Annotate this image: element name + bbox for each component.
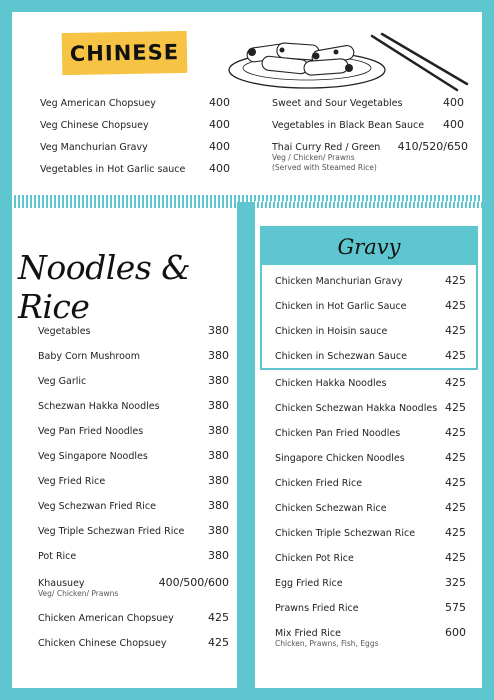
menu-item-name: Pot Rice [38, 551, 77, 562]
menu-item-description: Veg / Chicken/ Prawns [272, 153, 355, 163]
menu-item-name: Chicken Pan Fried Noodles [275, 428, 401, 439]
menu-item [275, 603, 359, 614]
menu-item-price: 400 [443, 96, 464, 109]
menu-item [275, 503, 387, 514]
menu-item-price: 380 [208, 374, 229, 387]
menu-item: Veg Chinese Chopsuey [40, 120, 149, 131]
menu-item [275, 453, 405, 464]
menu-item-name: Chicken Fried Rice [275, 478, 363, 489]
menu-item-name: Chicken Schezwan Rice [275, 503, 387, 514]
menu-item-price: 425 [445, 349, 466, 362]
menu-item-description: Chicken, Prawns, Fish, Eggs [275, 639, 379, 649]
chopsticks-icon [372, 34, 467, 90]
menu-item [275, 628, 379, 649]
menu-item-name: Khausuey [38, 578, 85, 589]
menu-item-name: Singapore Chicken Noodles [275, 453, 405, 464]
menu-item-price: 380 [208, 324, 229, 337]
menu-item-name: Chicken Triple Schezwan Rice [275, 528, 416, 539]
menu-item-price: 425 [445, 376, 466, 389]
chinese-title: CHINESE [62, 31, 188, 75]
menu-item: Vegetables in Hot Garlic sauce [40, 164, 186, 175]
menu-item [38, 326, 91, 337]
menu-item-name: Veg Garlic [38, 376, 87, 387]
menu-item [38, 638, 166, 649]
menu-item-price: 380 [208, 449, 229, 462]
menu-item [272, 142, 380, 172]
menu-item-price: 425 [445, 299, 466, 312]
menu-item-price: 425 [445, 451, 466, 464]
menu-item-name: Veg Fried Rice [38, 476, 106, 487]
menu-item-name: Veg Schezwan Fried Rice [38, 501, 156, 512]
menu-item-price: 425 [445, 426, 466, 439]
menu-item-price: 380 [208, 524, 229, 537]
menu-item [275, 276, 403, 287]
menu-item-price: 425 [445, 526, 466, 539]
menu-item: Veg American Chopsuey [40, 98, 156, 109]
menu-item-name: Thai Curry Red / Green [272, 142, 381, 153]
menu-item-price: 425 [445, 401, 466, 414]
menu-item-price: 380 [208, 399, 229, 412]
menu-item-description: Veg/ Chicken/ Prawns [38, 589, 119, 599]
menu-item: Vegetables in Black Bean Sauce [272, 120, 425, 131]
menu-item-name: Chicken Hakka Noodles [275, 378, 387, 389]
menu-item-price: 380 [208, 474, 229, 487]
menu-item-price: 400 [209, 140, 230, 153]
menu-item-name: Vegetables [38, 326, 91, 337]
menu-item-name: Veg Singapore Noodles [38, 451, 148, 462]
spring-roll-plate-illustration [222, 32, 482, 94]
menu-item [38, 401, 160, 412]
menu-item-price: 380 [208, 349, 229, 362]
menu-item [38, 526, 184, 537]
menu-item [275, 301, 407, 312]
menu-item [38, 613, 174, 624]
menu-item [38, 376, 86, 387]
noodles-rice-title: Noodles & Rice [18, 248, 191, 326]
menu-item-price: 410/520/650 [397, 140, 468, 153]
menu-item-name: Chicken Schezwan Hakka Noodles [275, 403, 438, 414]
menu-item [275, 553, 354, 564]
menu-item-price: 400 [209, 118, 230, 131]
menu-item-name: Chicken in Schezwan Sauce [275, 351, 407, 362]
menu-item-price: 425 [208, 611, 229, 624]
menu-item [275, 403, 437, 414]
menu-item-name: Veg Triple Schezwan Fried Rice [38, 526, 185, 537]
menu-item [275, 528, 415, 539]
menu-item [38, 476, 105, 487]
menu-item-price: 600 [445, 626, 466, 639]
menu-item [38, 351, 140, 362]
menu-item-price: 425 [445, 476, 466, 489]
menu-item [275, 428, 400, 439]
menu-item [275, 351, 407, 362]
menu-item-price: 380 [208, 424, 229, 437]
menu-item-description: (Served with Steamed Rice) [272, 162, 377, 172]
menu-item-name: Veg Pan Fried Noodles [38, 426, 144, 437]
menu-item-price: 425 [445, 501, 466, 514]
menu-item-name: Baby Corn Mushroom [38, 351, 140, 362]
menu-item-price: 325 [445, 576, 466, 589]
menu-item-name: Egg Fried Rice [275, 578, 343, 589]
menu-item-price: 425 [445, 274, 466, 287]
chinese-section [12, 12, 482, 195]
menu-item-name: Chicken in Hot Garlic Sauce [275, 301, 407, 312]
menu-item-name: Chicken in Hoisin sauce [275, 326, 388, 337]
menu-item-price: 575 [445, 601, 466, 614]
menu-item [38, 451, 148, 462]
menu-item-name: Chicken Chinese Chopsuey [38, 638, 167, 649]
menu-item [38, 551, 76, 562]
menu-item [275, 578, 343, 589]
gravy-title: Gravy [262, 228, 476, 265]
menu-item-price: 400 [209, 162, 230, 175]
menu-item-name: Mix Fried Rice [275, 628, 341, 639]
menu-item [38, 426, 143, 437]
menu-item-price: 425 [208, 636, 229, 649]
gravy-section [255, 208, 482, 688]
menu-item-price: 380 [208, 549, 229, 562]
menu-item-price: 425 [445, 324, 466, 337]
menu-item [38, 501, 156, 512]
menu-item-name: Chicken Manchurian Gravy [275, 276, 403, 287]
menu-item: Veg Manchurian Gravy [40, 142, 148, 153]
menu-item [275, 326, 387, 337]
menu-item [38, 578, 118, 599]
menu-item-price: 400 [209, 96, 230, 109]
menu-item-name: Chicken American Chopsuey [38, 613, 174, 624]
menu-item-price: 400 [443, 118, 464, 131]
menu-item-price: 425 [445, 551, 466, 564]
menu-item-price: 400/500/600 [158, 576, 229, 589]
noodles-rice-section [12, 208, 237, 688]
menu-item: Sweet and Sour Vegetables [272, 98, 403, 109]
menu-item-name: Schezwan Hakka Noodles [38, 401, 160, 412]
menu-item [275, 478, 362, 489]
menu-item [275, 378, 386, 389]
menu-item-price: 380 [208, 499, 229, 512]
menu-item-name: Chicken Pot Rice [275, 553, 354, 564]
menu-item-name: Prawns Fried Rice [275, 603, 359, 614]
